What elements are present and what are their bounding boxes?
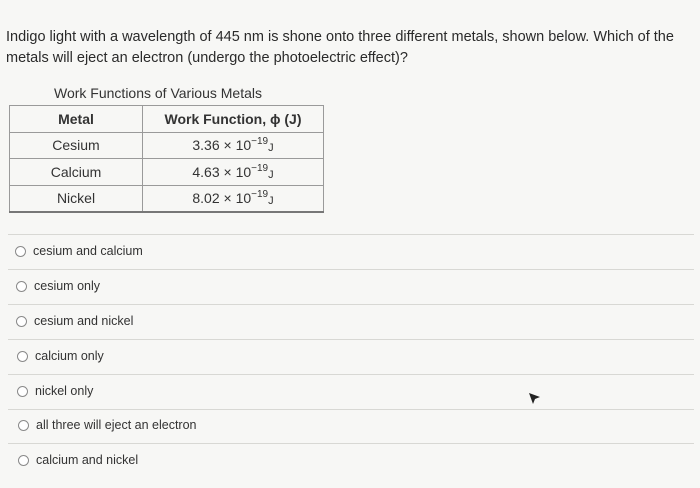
table-caption: Work Functions of Various Metals [54, 85, 263, 101]
mouse-cursor-icon [528, 392, 542, 406]
option-divider [8, 443, 694, 444]
option-divider [8, 269, 694, 270]
option-divider [8, 409, 694, 410]
option-divider [8, 339, 694, 340]
option-label: calcium only [35, 349, 104, 363]
radio-button[interactable] [16, 316, 27, 327]
option-divider [8, 234, 694, 235]
option-nickel-only[interactable] [17, 384, 93, 398]
radio-button[interactable] [16, 281, 27, 292]
question-text: Indigo light with a wavelength of 445 nm is shone onto three different metals, shown below. Which of the metals will eject an electron (undergo the photoelectric effect)? [6, 29, 674, 66]
metal-cell: Nickel [10, 185, 143, 212]
option-cesium-and-nickel[interactable] [16, 314, 133, 328]
option-divider [8, 374, 694, 375]
radio-button[interactable] [15, 246, 26, 257]
value-exponent: −19 [251, 136, 269, 148]
value-mantissa: 4.63 × 10 [192, 163, 252, 180]
header-work-function: Work Function, ϕ (J) [143, 106, 324, 133]
option-all-three[interactable] [18, 418, 197, 432]
value-mantissa: 8.02 × 10 [192, 190, 252, 207]
option-cesium-only[interactable] [16, 279, 100, 293]
value-exponent: −19 [251, 189, 269, 201]
value-unit: J [268, 195, 274, 208]
value-unit: J [268, 168, 274, 181]
value-mantissa: 3.36 × 10 [192, 137, 252, 154]
option-calcium-and-nickel[interactable] [18, 453, 138, 467]
option-divider [8, 304, 694, 305]
option-label: all three will eject an electron [36, 418, 197, 432]
option-label: cesium and nickel [34, 314, 134, 328]
value-unit: J [268, 142, 274, 155]
option-label: calcium and nickel [36, 453, 139, 467]
radio-button[interactable] [17, 386, 28, 397]
radio-button[interactable] [17, 351, 28, 362]
option-cesium-and-calcium[interactable] [15, 244, 143, 258]
option-label: nickel only [35, 384, 94, 398]
option-label: cesium only [34, 279, 100, 293]
option-calcium-only[interactable] [17, 349, 104, 363]
metal-cell: Cesium [10, 132, 143, 159]
value-exponent: −19 [251, 162, 269, 174]
header-metal: Metal [10, 106, 143, 133]
option-label: cesium and calcium [33, 244, 143, 258]
radio-button[interactable] [18, 455, 29, 466]
metal-cell: Calcium [10, 159, 143, 186]
radio-button[interactable] [18, 420, 29, 431]
